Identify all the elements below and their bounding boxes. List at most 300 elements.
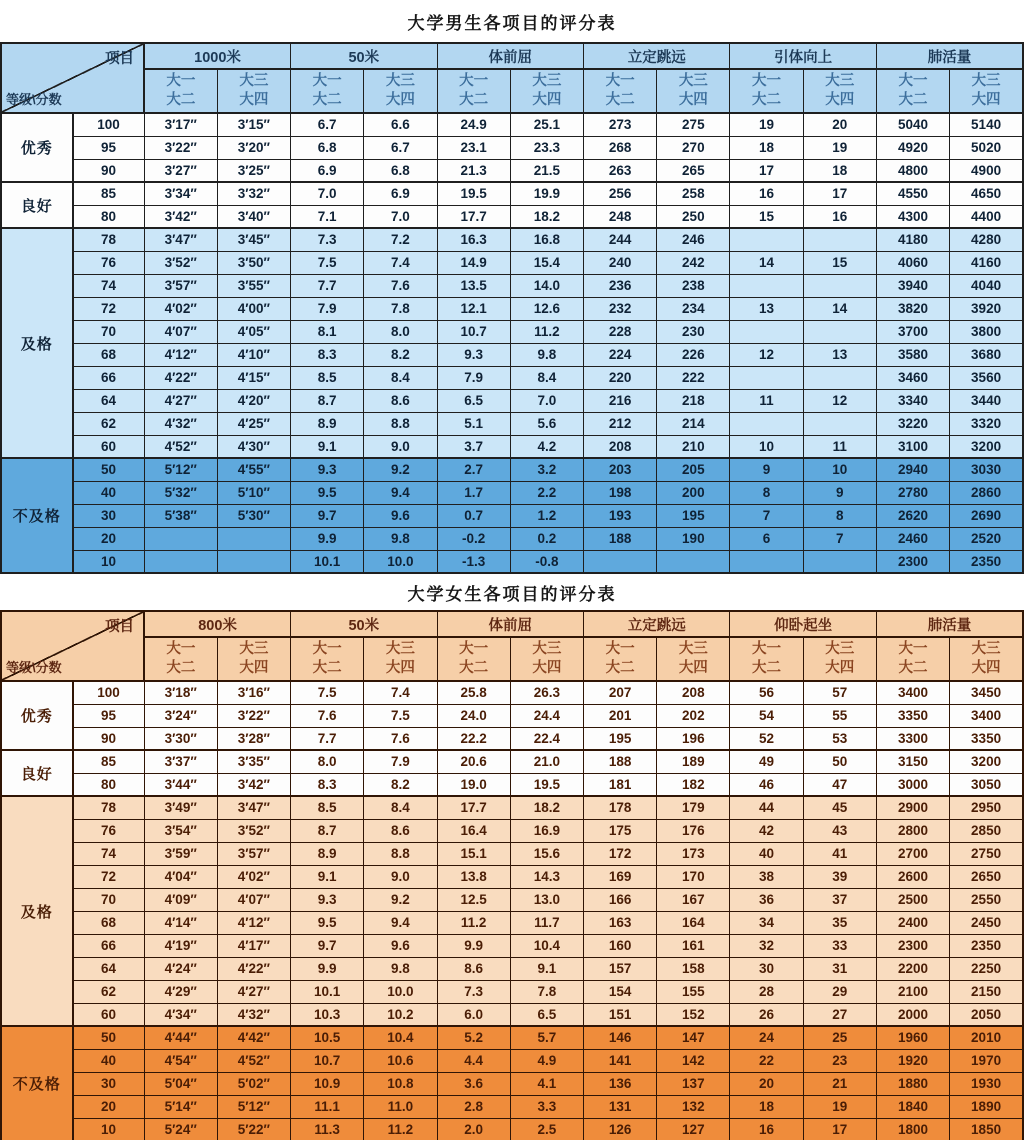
value-cell: 23.3: [510, 136, 583, 159]
value-cell: 6.7: [291, 113, 364, 136]
value-cell: 12.5: [437, 888, 510, 911]
value-cell: 3560: [950, 366, 1023, 389]
table-row: [1, 159, 1023, 182]
value-cell: 1970: [950, 1049, 1023, 1072]
value-cell: 2050: [950, 1003, 1023, 1026]
cohort-header: 大三 大四: [510, 637, 583, 681]
value-cell: 3′15″: [217, 113, 290, 136]
value-cell: 17.7: [437, 796, 510, 819]
value-cell: 7.1: [291, 205, 364, 228]
value-cell: 5′04″: [144, 1072, 217, 1095]
value-cell: 2450: [950, 911, 1023, 934]
score-cell: 85: [73, 182, 145, 205]
value-cell: 8.6: [364, 389, 437, 412]
value-cell: 15.4: [510, 251, 583, 274]
cohort-header: 大三 大四: [364, 69, 437, 113]
value-cell: 232: [583, 297, 656, 320]
value-cell: 7.7: [291, 274, 364, 297]
value-cell: 5′30″: [217, 504, 290, 527]
score-cell: 60: [73, 1003, 145, 1026]
value-cell: 2400: [876, 911, 949, 934]
value-cell: 12: [730, 343, 803, 366]
value-cell: 11: [730, 389, 803, 412]
value-cell: 4′32″: [144, 412, 217, 435]
value-cell: 11.2: [510, 320, 583, 343]
value-cell: 4′02″: [144, 297, 217, 320]
value-cell: 13.5: [437, 274, 510, 297]
value-cell: 2900: [876, 796, 949, 819]
value-cell: [217, 527, 290, 550]
value-cell: 18.2: [510, 205, 583, 228]
men-table-container: [0, 42, 1024, 574]
value-cell: 9: [730, 458, 803, 481]
value-cell: 17: [730, 159, 803, 182]
value-cell: 7: [730, 504, 803, 527]
value-cell: 4060: [876, 251, 949, 274]
value-cell: 2.5: [510, 1118, 583, 1140]
value-cell: 17: [803, 1118, 876, 1140]
value-cell: 17.7: [437, 205, 510, 228]
value-cell: 4′54″: [144, 1049, 217, 1072]
value-cell: 4400: [950, 205, 1023, 228]
value-cell: 14.0: [510, 274, 583, 297]
corner-label-grade-score: 等级\分数: [6, 92, 62, 107]
event-header: 50米: [291, 43, 437, 69]
value-cell: 10.5: [291, 1026, 364, 1049]
value-cell: 10.2: [364, 1003, 437, 1026]
value-cell: 176: [657, 819, 730, 842]
value-cell: 3680: [950, 343, 1023, 366]
value-cell: 167: [657, 888, 730, 911]
score-cell: 40: [73, 1049, 145, 1072]
value-cell: 11.2: [437, 911, 510, 934]
table-row: [1, 1026, 1023, 1049]
value-cell: 3′22″: [217, 704, 290, 727]
value-cell: 0.7: [437, 504, 510, 527]
value-cell: 208: [583, 435, 656, 458]
event-header: 立定跳远: [583, 611, 729, 637]
value-cell: 22.2: [437, 727, 510, 750]
value-cell: 4550: [876, 182, 949, 205]
value-cell: 3′17″: [144, 113, 217, 136]
value-cell: 5′22″: [217, 1118, 290, 1140]
value-cell: 8.3: [291, 773, 364, 796]
value-cell: 13: [730, 297, 803, 320]
value-cell: 8.6: [437, 957, 510, 980]
table-row: [1, 796, 1023, 819]
value-cell: 4040: [950, 274, 1023, 297]
cohort-header: 大三 大四: [217, 69, 290, 113]
value-cell: 4.9: [510, 1049, 583, 1072]
value-cell: 33: [803, 934, 876, 957]
value-cell: 10: [803, 458, 876, 481]
value-cell: 4′00″: [217, 297, 290, 320]
value-cell: 188: [583, 750, 656, 773]
value-cell: 2200: [876, 957, 949, 980]
table-row: [1, 750, 1023, 773]
grade-cell: 不及格: [1, 458, 73, 573]
value-cell: 10.0: [364, 550, 437, 573]
score-cell: 68: [73, 343, 145, 366]
score-cell: 60: [73, 435, 145, 458]
value-cell: 10.1: [291, 550, 364, 573]
value-cell: 10.8: [364, 1072, 437, 1095]
value-cell: 18: [730, 1095, 803, 1118]
value-cell: 7.4: [364, 251, 437, 274]
value-cell: 49: [730, 750, 803, 773]
value-cell: 146: [583, 1026, 656, 1049]
value-cell: 4160: [950, 251, 1023, 274]
value-cell: 8.6: [364, 819, 437, 842]
value-cell: 4′25″: [217, 412, 290, 435]
value-cell: 19.5: [510, 773, 583, 796]
value-cell: 35: [803, 911, 876, 934]
score-cell: 70: [73, 320, 145, 343]
value-cell: 10.3: [291, 1003, 364, 1026]
value-cell: 4′20″: [217, 389, 290, 412]
value-cell: 24.0: [437, 704, 510, 727]
score-cell: 95: [73, 136, 145, 159]
value-cell: 258: [657, 182, 730, 205]
value-cell: 3000: [876, 773, 949, 796]
value-cell: 1960: [876, 1026, 949, 1049]
value-cell: 2750: [950, 842, 1023, 865]
value-cell: 9.8: [510, 343, 583, 366]
value-cell: 3920: [950, 297, 1023, 320]
value-cell: 20: [730, 1072, 803, 1095]
value-cell: 9.2: [364, 888, 437, 911]
women-scoring-table: [0, 610, 1024, 1140]
value-cell: 3030: [950, 458, 1023, 481]
value-cell: 6.8: [364, 159, 437, 182]
value-cell: 10.4: [364, 1026, 437, 1049]
value-cell: 9.9: [291, 527, 364, 550]
value-cell: 16: [730, 182, 803, 205]
value-cell: 244: [583, 228, 656, 251]
value-cell: 169: [583, 865, 656, 888]
value-cell: [583, 550, 656, 573]
value-cell: 3350: [950, 727, 1023, 750]
value-cell: 230: [657, 320, 730, 343]
table-row: [1, 550, 1023, 573]
value-cell: 9.3: [291, 888, 364, 911]
value-cell: 2800: [876, 819, 949, 842]
value-cell: 41: [803, 842, 876, 865]
value-cell: 5040: [876, 113, 949, 136]
value-cell: 4′30″: [217, 435, 290, 458]
value-cell: 2780: [876, 481, 949, 504]
value-cell: 126: [583, 1118, 656, 1140]
value-cell: 8.4: [510, 366, 583, 389]
score-cell: 74: [73, 274, 145, 297]
value-cell: 25: [803, 1026, 876, 1049]
value-cell: 4′22″: [144, 366, 217, 389]
grade-cell: 及格: [1, 228, 73, 458]
value-cell: 3450: [950, 681, 1023, 704]
value-cell: 19.0: [437, 773, 510, 796]
value-cell: [803, 366, 876, 389]
value-cell: 45: [803, 796, 876, 819]
event-header: 引体向上: [730, 43, 876, 69]
value-cell: 3′49″: [144, 796, 217, 819]
value-cell: 202: [657, 704, 730, 727]
value-cell: 4′15″: [217, 366, 290, 389]
value-cell: 3940: [876, 274, 949, 297]
value-cell: 4280: [950, 228, 1023, 251]
value-cell: 9.2: [364, 458, 437, 481]
value-cell: 3′45″: [217, 228, 290, 251]
value-cell: 7.4: [364, 681, 437, 704]
cohort-header: 大一 大二: [291, 69, 364, 113]
table-row: [1, 113, 1023, 136]
value-cell: 32: [730, 934, 803, 957]
value-cell: 10.7: [437, 320, 510, 343]
value-cell: 4′10″: [217, 343, 290, 366]
value-cell: 3440: [950, 389, 1023, 412]
value-cell: 2000: [876, 1003, 949, 1026]
value-cell: 3′16″: [217, 681, 290, 704]
value-cell: 9.5: [291, 911, 364, 934]
value-cell: 36: [730, 888, 803, 911]
value-cell: [730, 320, 803, 343]
value-cell: 1880: [876, 1072, 949, 1095]
value-cell: 3′54″: [144, 819, 217, 842]
value-cell: 10.7: [291, 1049, 364, 1072]
grade-cell: 不及格: [1, 1026, 73, 1140]
value-cell: 7.5: [364, 704, 437, 727]
value-cell: 200: [657, 481, 730, 504]
value-cell: 8.5: [291, 796, 364, 819]
value-cell: 9.4: [364, 911, 437, 934]
table-row: [1, 136, 1023, 159]
value-cell: 16.4: [437, 819, 510, 842]
value-cell: 4′52″: [217, 1049, 290, 1072]
table-row: [1, 1118, 1023, 1140]
corner-label-project: 项目: [105, 51, 135, 67]
value-cell: 3′52″: [144, 251, 217, 274]
value-cell: 8: [730, 481, 803, 504]
table-row: [1, 389, 1023, 412]
table-row: [1, 681, 1023, 704]
value-cell: 268: [583, 136, 656, 159]
value-cell: 3′52″: [217, 819, 290, 842]
table-row: [1, 504, 1023, 527]
value-cell: 10.4: [510, 934, 583, 957]
score-cell: 70: [73, 888, 145, 911]
value-cell: 3′37″: [144, 750, 217, 773]
value-cell: 198: [583, 481, 656, 504]
value-cell: 7.8: [364, 297, 437, 320]
value-cell: 7.2: [364, 228, 437, 251]
value-cell: 2620: [876, 504, 949, 527]
score-cell: 20: [73, 527, 145, 550]
cohort-header: 大一 大二: [144, 69, 217, 113]
value-cell: 3200: [950, 750, 1023, 773]
value-cell: 1840: [876, 1095, 949, 1118]
value-cell: 9.7: [291, 504, 364, 527]
value-cell: 50: [803, 750, 876, 773]
value-cell: 4′02″: [217, 865, 290, 888]
value-cell: 8.2: [364, 773, 437, 796]
value-cell: 5′10″: [217, 481, 290, 504]
value-cell: 19: [803, 136, 876, 159]
value-cell: 3′18″: [144, 681, 217, 704]
value-cell: 7.9: [437, 366, 510, 389]
cohort-header: 大三 大四: [803, 637, 876, 681]
cohort-header: 大三 大四: [803, 69, 876, 113]
value-cell: 228: [583, 320, 656, 343]
value-cell: 2300: [876, 934, 949, 957]
value-cell: 23: [803, 1049, 876, 1072]
value-cell: 39: [803, 865, 876, 888]
value-cell: 4650: [950, 182, 1023, 205]
value-cell: 5.6: [510, 412, 583, 435]
value-cell: 31: [803, 957, 876, 980]
cohort-header: 大一 大二: [437, 69, 510, 113]
value-cell: [144, 527, 217, 550]
value-cell: 9: [803, 481, 876, 504]
value-cell: 5′02″: [217, 1072, 290, 1095]
value-cell: -0.8: [510, 550, 583, 573]
value-cell: 3300: [876, 727, 949, 750]
value-cell: 4′55″: [217, 458, 290, 481]
value-cell: 3′22″: [144, 136, 217, 159]
value-cell: 132: [657, 1095, 730, 1118]
score-cell: 100: [73, 113, 145, 136]
score-cell: 78: [73, 228, 145, 251]
grade-cell: 良好: [1, 750, 73, 796]
value-cell: 5.2: [437, 1026, 510, 1049]
value-cell: 13.8: [437, 865, 510, 888]
score-cell: 50: [73, 1026, 145, 1049]
value-cell: 195: [583, 727, 656, 750]
value-cell: 8.8: [364, 842, 437, 865]
value-cell: 166: [583, 888, 656, 911]
value-cell: 201: [583, 704, 656, 727]
value-cell: 3200: [950, 435, 1023, 458]
value-cell: 7.7: [291, 727, 364, 750]
value-cell: 4′42″: [217, 1026, 290, 1049]
score-cell: 62: [73, 412, 145, 435]
score-cell: 90: [73, 159, 145, 182]
value-cell: 3′42″: [144, 205, 217, 228]
value-cell: [730, 274, 803, 297]
value-cell: 205: [657, 458, 730, 481]
score-cell: 72: [73, 865, 145, 888]
women-table-title: 大学女生各项目的评分表: [407, 584, 617, 604]
value-cell: 1890: [950, 1095, 1023, 1118]
value-cell: 3′47″: [217, 796, 290, 819]
value-cell: 7.6: [364, 274, 437, 297]
value-cell: 265: [657, 159, 730, 182]
table-row: [1, 251, 1023, 274]
value-cell: 4′09″: [144, 888, 217, 911]
value-cell: 2.2: [510, 481, 583, 504]
value-cell: 43: [803, 819, 876, 842]
value-cell: 2690: [950, 504, 1023, 527]
value-cell: 20.6: [437, 750, 510, 773]
value-cell: 226: [657, 343, 730, 366]
corner-cell: [1, 43, 144, 113]
value-cell: 19: [730, 113, 803, 136]
value-cell: 3320: [950, 412, 1023, 435]
men-scoring-table: [0, 42, 1024, 574]
value-cell: 142: [657, 1049, 730, 1072]
value-cell: 8.3: [291, 343, 364, 366]
value-cell: 7.3: [291, 228, 364, 251]
value-cell: 9.1: [291, 435, 364, 458]
value-cell: 152: [657, 1003, 730, 1026]
value-cell: 4′12″: [144, 343, 217, 366]
value-cell: 34: [730, 911, 803, 934]
value-cell: 270: [657, 136, 730, 159]
value-cell: 203: [583, 458, 656, 481]
score-cell: 90: [73, 727, 145, 750]
value-cell: 147: [657, 1026, 730, 1049]
value-cell: 7.0: [364, 205, 437, 228]
value-cell: 3820: [876, 297, 949, 320]
value-cell: 14.9: [437, 251, 510, 274]
value-cell: 47: [803, 773, 876, 796]
value-cell: 8: [803, 504, 876, 527]
value-cell: 13: [803, 343, 876, 366]
value-cell: 15.6: [510, 842, 583, 865]
table-row: [1, 1049, 1023, 1072]
value-cell: 25.1: [510, 113, 583, 136]
value-cell: 52: [730, 727, 803, 750]
value-cell: 2520: [950, 527, 1023, 550]
table-row: [1, 205, 1023, 228]
value-cell: 53: [803, 727, 876, 750]
value-cell: 4′17″: [217, 934, 290, 957]
value-cell: 160: [583, 934, 656, 957]
table-row: [1, 888, 1023, 911]
score-cell: 74: [73, 842, 145, 865]
value-cell: 9.1: [510, 957, 583, 980]
value-cell: [803, 320, 876, 343]
value-cell: 4.1: [510, 1072, 583, 1095]
value-cell: 1800: [876, 1118, 949, 1140]
table-row: [1, 228, 1023, 251]
value-cell: 4′19″: [144, 934, 217, 957]
value-cell: 210: [657, 435, 730, 458]
corner-label-grade-score: 等级\分数: [6, 660, 62, 675]
value-cell: 4′24″: [144, 957, 217, 980]
value-cell: 4300: [876, 205, 949, 228]
score-cell: 80: [73, 205, 145, 228]
event-header: 立定跳远: [583, 43, 729, 69]
value-cell: 193: [583, 504, 656, 527]
score-cell: 64: [73, 957, 145, 980]
cohort-header: 大一 大二: [583, 69, 656, 113]
value-cell: 21.3: [437, 159, 510, 182]
value-cell: 10.6: [364, 1049, 437, 1072]
value-cell: 40: [730, 842, 803, 865]
value-cell: 17: [803, 182, 876, 205]
event-header: 仰卧起坐: [730, 611, 876, 637]
value-cell: [730, 366, 803, 389]
value-cell: 54: [730, 704, 803, 727]
value-cell: 11.1: [291, 1095, 364, 1118]
event-header: 800米: [144, 611, 290, 637]
value-cell: 21.5: [510, 159, 583, 182]
value-cell: 7.9: [291, 297, 364, 320]
score-cell: 10: [73, 550, 145, 573]
value-cell: 5020: [950, 136, 1023, 159]
value-cell: 5′24″: [144, 1118, 217, 1140]
value-cell: 21.0: [510, 750, 583, 773]
table-row: [1, 865, 1023, 888]
